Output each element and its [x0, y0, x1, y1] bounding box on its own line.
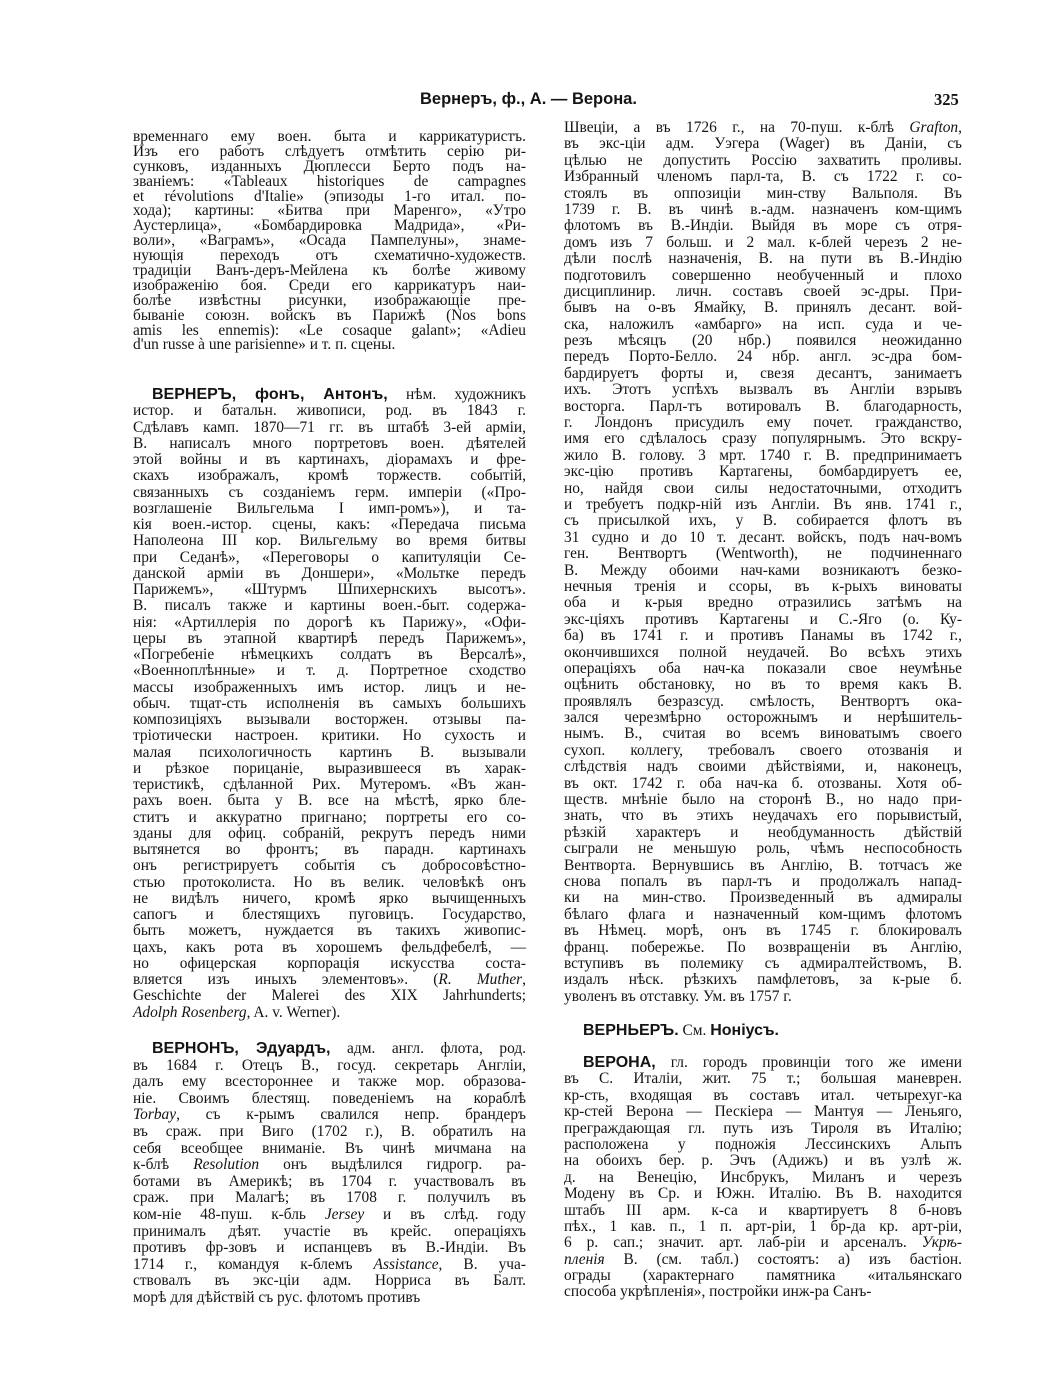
text-line: жило В. голову. 3 мрт. 1740 г. В. предпринимаетъ [564, 446, 962, 464]
headword: ВЕРНОНЪ, Эдуардъ, [152, 1040, 331, 1057]
text-line: франц. побережье. По возвращеніи въ Англію, [564, 938, 962, 956]
text-line: В. писалъ также и картины воен.-быт. содержа- [133, 597, 526, 615]
text-line: стоялъ въ оппозиціи мин-ству Вальполя. Въ [564, 184, 962, 202]
article-continuation-werner-f-a [133, 130, 526, 353]
text-line: окончившихся полной неудачей. Во всѣхъ этихъ [564, 643, 962, 661]
text-line: пленія В. (см. табл.) состоятъ: а) изъ бастіон. [564, 1250, 962, 1268]
italic-term: Adolph Rosenberg [133, 1003, 247, 1021]
text-line: издалъ нѣск. рѣзкихъ памфлетовъ, за к-рые б. [564, 971, 962, 989]
text-line: домъ изъ 7 больш. и 2 мал. к-блей черезъ 2 не- [564, 233, 962, 251]
text-line: въ 1684 г. Отецъ В., госуд. секретарь Англіи, [133, 1056, 526, 1074]
text-line: въ Нѣмец. морѣ, онъ въ 1745 г. блокировалъ [564, 922, 962, 940]
text-line: операціяхъ оба нач-ка показали свое неумѣнье [564, 659, 962, 677]
text-line: временнаго ему воен. быта и каррикатуристъ. [133, 128, 526, 145]
text-line: но офицерская корпорація искусства соста- [133, 954, 526, 972]
text-line: нечныя тренія и ссоры, въ к-рыхъ виноваты [564, 577, 962, 595]
text-line: ки на мин-ство. Произведенный въ адмиралы [564, 889, 962, 907]
text-line: ніе. Своимъ блестящ. поведеніемъ на кораблѣ [133, 1089, 526, 1107]
text-line: стью протоколиста. Но въ велик. человѣкѣ онъ [133, 873, 526, 891]
text-line: ВЕРОНА, гл. городъ провинціи того же имени [583, 1054, 962, 1071]
text-line: Torbay, съ к-рымъ свалился непр. брандеръ [133, 1106, 526, 1124]
text-line: слѣдствія надъ своими дѣйствіями, и, наконецъ, [564, 758, 962, 776]
text-line: снова попалъ въ парл-тъ и продолжалъ напад- [564, 872, 962, 890]
text-line: церы въ этапной квартирѣ передъ Парижемъ», [133, 629, 526, 647]
text-line: традиціи Ванъ-деръ-Мейлена къ болѣе живому [133, 262, 526, 280]
italic-term: Jersey [324, 1205, 365, 1223]
text-line: передъ Порто-Белло. 24 нбр. англ. эс-дра бом- [564, 348, 962, 366]
text-line: въ С. Италіи, жит. 75 т.; большая маневрен. [564, 1070, 962, 1088]
text-line: способа укрѣпленія», постройки инж-ра Санъ- [564, 1283, 872, 1301]
text-line: Модену въ Ср. и Южн. Италію. Въ В. находится [564, 1185, 962, 1203]
text-line: ститъ и аккуратно пригнано; портреты его со- [133, 808, 526, 826]
running-title: Вернеръ, ф., А. — Верона. [420, 90, 637, 108]
text-line: сапогъ и блестящихъ пуговицъ. Государство, [133, 906, 526, 923]
text-line: данской арміи въ Доншери», «Мольтке передъ [133, 564, 526, 582]
article-verona [564, 1055, 962, 1301]
text-line: знать, что въ этихъ неудачахъ его порывистый, [564, 807, 962, 825]
text-line: въ сраж. при Виго (1702 г.), В. обратилъ на [133, 1122, 526, 1140]
text-line: на обоихъ бер. р. Эчъ (Адижъ) и въ узлѣ ж. [564, 1152, 962, 1170]
text-line: В. написалъ много портретовъ воен. дѣятелей [133, 434, 526, 452]
text-line: ограды (характернаго памятника «итальянскаго [564, 1267, 962, 1285]
text-line: не видѣлъ ничего, кромѣ ярко вычищенныхъ [133, 889, 526, 907]
text-line: восторга. Парл-тъ вотировалъ В. благодарность, [564, 397, 962, 415]
text-line: 1714 г., командуя к-блемъ Assistance, В. уча- [133, 1255, 526, 1273]
text-line: Adolph Rosenberg, A. v. Werner). [133, 1003, 341, 1021]
text-line: воли», «Ваграмъ», «Осада Пампелуны», знаме- [133, 232, 526, 250]
text-line: при Седанѣ», «Переговоры о капитуляціи Се- [133, 548, 526, 566]
text-line: бываніе союзн. войскъ въ Парижѣ (Nos bons [133, 306, 526, 324]
text-line: «Погребеніе нѣмецкихъ солдатъ въ Версалѣ», [133, 646, 526, 663]
text-line: принималъ дѣят. участіе въ крейс. операціяхъ [133, 1222, 526, 1240]
text-line: В. Между обоими нач-ками возникаютъ безко- [564, 561, 962, 579]
text-line: Geschichte der Malerei des XIX Jahrhunderts; [133, 987, 526, 1005]
text-line: въ экс-ціи адм. Уэгера (Wager) въ Даніи, съ [564, 135, 962, 153]
text-line: ска, наложилъ «амбарго» на исп. суда и че- [564, 315, 962, 333]
italic-term: Resolution [193, 1156, 260, 1174]
text-line: к-блѣ Resolution онъ выдѣлился гидрогр. ра- [133, 1156, 526, 1174]
text-line: Избранный членомъ парл-та, В. съ 1722 г. со- [564, 168, 962, 186]
running-header [0, 90, 1050, 112]
text-line: онъ регистрируетъ событія съ добросовѣстно- [133, 857, 526, 875]
text-line: сраж. при Малагѣ; въ 1708 г. получилъ въ [133, 1189, 526, 1207]
text-line: и рѣзкое порицаніе, выразившееся въ харак- [133, 759, 526, 777]
article-vernon-continuation [564, 120, 962, 1005]
text-line: болѣе извѣстны рисунки, изображающіе пре- [133, 291, 526, 309]
text-line: вляется изъ иныхъ элементовъ». (R. Muther, [133, 971, 527, 988]
text-line: сыграли не меньшую роль, чѣмъ неспособность [564, 840, 962, 858]
text-line: оцѣнить обстановку, но въ то время какъ В. [564, 676, 962, 694]
headword: ВЕРОНА, [583, 1054, 656, 1071]
text-line: нія: «Артиллерія по дорогѣ къ Парижу», «Офи- [133, 613, 526, 631]
page-number: 325 [934, 90, 959, 109]
text-line: но, найдя свои силы недостаточными, отходитъ [564, 479, 962, 497]
text-line: «Военноплѣнные» и т. д. Портретное сходство [133, 662, 526, 680]
text-line: кр-стей Верона — Пескіера — Мантуя — Леньяго, [564, 1103, 962, 1121]
text-line: званіемъ: «Tableaux historiques de campagnes [133, 172, 526, 190]
text-line: Вентворта. Вернувшись въ Англію, В. тотчасъ же [564, 856, 962, 874]
text-line: и требуетъ подкр-ній изъ Англіи. Въ янв. 1741 г., [564, 495, 962, 513]
text-line: сунковъ, изданныхъ Дюплесси Берто подъ на- [133, 157, 526, 175]
text-line: вступивъ въ полемику съ адмиралтействомъ, В. [564, 954, 962, 972]
italic-term: Assistance [373, 1255, 439, 1273]
text-line: уволенъ въ отставку. Ум. въ 1757 г. [564, 987, 792, 1005]
text-line: морѣ для дѣйствій съ рус. флотомъ противъ [133, 1288, 421, 1306]
text-line: штабъ III арм. к-са и квартируетъ 8 б-новъ [564, 1201, 962, 1219]
italic-term: Grafton [909, 119, 959, 136]
text-line: расположена у подножія Лессинскихъ Альпъ [564, 1135, 962, 1153]
text-line: быть можетъ, нуждается въ такихъ живопис- [133, 922, 526, 940]
text-line: оба и к-рыя вредно отразились затѣмъ на [564, 594, 962, 612]
text-line: цѣлью не допустить Россію захватить проливы. [564, 151, 962, 169]
text-line: дѣли послѣ назначенія, В. на пути въ В.-Индію [564, 250, 962, 268]
text-line: композиціяхъ вызывали восторжен. отзывы па- [133, 711, 526, 728]
text-line: съ присылкой ихъ, у В. собирается флотъ въ [564, 512, 962, 530]
text-line: рѣзкій характеръ и необдуманность дѣйствій [564, 823, 962, 841]
text-line: ком-ніе 48-пуш. к-бль Jersey и въ слѣд. году [133, 1205, 526, 1223]
text-line: имя его сдѣлалось сразу популярнымъ. Это вскру- [564, 430, 962, 448]
text-line: истор. и батальн. живописи, род. въ 1843 г. [133, 402, 526, 420]
text-line: ба) въ 1741 г. и противъ Панамы въ 1742 г., [564, 627, 962, 645]
text-line: массы изображенныхъ имъ истор. лицъ и не- [133, 678, 526, 696]
italic-term: пленія [564, 1250, 605, 1268]
text-line: вытянется во фронтъ; въ парадн. картинахъ [133, 841, 526, 858]
text-line: возглашеніе Вильгельма I имп-ромъ»), и та- [133, 499, 526, 517]
headword: ВЕРНЕРЪ, фонъ, Антонъ, [152, 386, 388, 403]
text-line: тріотически настроен. критики. Но сухость и [133, 727, 526, 745]
text-line: ВЕРНОНЪ, Эдуардъ, адм. англ. флота, род. [152, 1040, 527, 1057]
text-line: кр-сть, входящая въ составъ итал. четырехуг-ка [564, 1086, 962, 1104]
text-line: ВЕРНЬЕРЪ. См. Ноніусъ. [583, 1022, 779, 1039]
text-line: проявлялъ безразсуд. смѣлость, Вентвортъ ока- [564, 692, 962, 710]
text-line: экс-ціяхъ противъ Картагены и С.-Яго (о. Ку- [564, 610, 962, 628]
text-line: бардируетъ форты и, свезя десантъ, занимаетъ [564, 364, 962, 382]
text-line: обыч. тщат-сть исполненія въ самыхъ большихъ [133, 694, 526, 712]
text-line: 6 р. сап.; значит. арт. лаб-ріи и арсеналъ. Укрѣ- [564, 1234, 962, 1252]
text-line: Наполеона III кор. Вильгельму во время битвы [133, 532, 526, 550]
text-line: этой войны и въ картинахъ, діорамахъ и фре- [133, 451, 526, 468]
text-line: флотомъ въ В.-Индіи. Выйдя въ море съ отря- [564, 217, 962, 235]
text-line: бывъ на о-въ Ямайку, В. принялъ десант. вой- [564, 299, 962, 317]
headword: Ноніусъ. [710, 1022, 779, 1039]
text-line: преграждающая гл. путь изъ Тироля въ Италію; [564, 1119, 962, 1137]
text-line: зался черезмѣрно осторожнымъ и нерѣшитель- [564, 709, 962, 727]
text-line: въ окт. 1742 г. оба нач-ка б. отозваны. Хотя об- [564, 774, 962, 792]
italic-term: Torbay [133, 1106, 177, 1124]
text-line: связанныхъ съ созданіемъ герм. имперіи («Про- [133, 483, 526, 501]
text-line: экс-цію противъ Картагены, бомбардируетъ ее, [564, 463, 962, 481]
text-line: далъ ему всестороннее и также мор. образова- [133, 1073, 526, 1091]
text-line: бѣлаго флага и назначенный ком-щимъ флотомъ [564, 905, 962, 923]
text-line: изображенію боя. Среди его каррикатуръ наи- [133, 276, 526, 294]
text-line: ихъ. Этотъ успѣхъ вызвалъ въ Англіи взрывъ [564, 381, 962, 399]
italic-term: Укрѣ- [921, 1234, 962, 1252]
text-line: нующія переходъ отъ схематично-художеств. [133, 247, 526, 265]
text-line: противъ фр-зовъ и испанцевъ въ В.-Индіи. Въ [133, 1239, 526, 1257]
text-line: д. на Венецію, Инсбрукъ, Миланъ и черезъ [564, 1168, 962, 1186]
text-line: Изъ его работъ слѣдуетъ отмѣтить серію ри- [133, 142, 526, 160]
text-line: Аустерлица», «Бомбардировка Мадрида», «Ри- [133, 217, 526, 235]
text-line: amis les ennemis): «Le cosaque galant»; «Adieu [133, 321, 526, 339]
text-line: хода); картины: «Битва при Маренго», «Утро [133, 202, 526, 220]
text-line: зданы для офиц. собраній, рекрутъ передъ ними [133, 824, 526, 842]
text-line: Сдѣлавъ камп. 1870—71 гг. въ штабѣ 3-ей арміи, [133, 418, 526, 436]
text-line: резъ мѣсяцъ (20 нбр.) появился неожиданно [564, 332, 962, 350]
article-vernon-edward [133, 1041, 526, 1307]
text-line: 31 судно и до 10 т. десант. войскъ, подъ нач-вомъ [564, 528, 962, 546]
text-line: ствовалъ въ экс-ціи адм. Норриса въ Балт. [133, 1272, 526, 1290]
text-line: цахъ, какъ рота въ хорошемъ фельдфебелѣ, — [133, 938, 526, 956]
article-werner-anton [133, 387, 526, 1021]
text-line: Швеціи, а въ 1726 г., на 70-пуш. к-блѣ Grafton, [564, 119, 962, 136]
text-line: ген. Вентвортъ (Wentworth), не подчиненнаго [564, 545, 962, 563]
italic-term: R. Muther [438, 971, 523, 988]
text-line: дисциплинир. личн. составъ своей эс-дры. При- [564, 282, 962, 300]
text-line: ВЕРНЕРЪ, фонъ, Антонъ, нѣм. художникъ [152, 386, 526, 403]
text-line: г. Лондонъ присудилъ ему почет. гражданство, [564, 414, 962, 432]
text-line: 1739 г. В. въ чинѣ в.-адм. назначенъ ком-щимъ [564, 200, 962, 218]
text-line: подготовилъ совершенно необученный и плохо [564, 266, 962, 284]
article-vernier-crossref [564, 1022, 962, 1040]
text-line: теристикѣ, сдѣланной Рих. Мутеромъ. «Въ жан- [133, 776, 526, 793]
text-line: Парижемъ», «Штурмъ Шпихернскихъ высотъ». [133, 581, 526, 598]
text-line: ботами въ Америкѣ; въ 1704 г. участвовалъ въ [133, 1172, 526, 1190]
text-line: d'un russe à une parisienne» и т. п. сцены. [133, 336, 396, 354]
text-line: нымъ. В., считая во всемъ виноватымъ своего [564, 725, 962, 743]
text-line: скахъ изображалъ, кромѣ торжеств. событій, [133, 467, 526, 485]
text-line: малая психологичность картинъ В. вызывали [133, 743, 526, 761]
text-line: пѣх., 1 кав. п., 1 п. арт-ріи, 1 бр-да кр. арт-ріи, [564, 1217, 962, 1235]
text-line: сухоп. коллегу, требовалъ своего отозванія и [564, 741, 962, 759]
text-line: кія воен.-истор. сцены, какъ: «Передача письма [133, 516, 526, 533]
text-line: ществ. мнѣніе было на сторонѣ В., но надо при- [564, 791, 962, 809]
text-line: рахъ воен. быта у В. все на мѣстѣ, ярко бле- [133, 792, 526, 810]
text-line: себя всеобщее вниманіе. Въ чинѣ мичмана на [133, 1139, 526, 1157]
headword: ВЕРНЬЕРЪ. [583, 1022, 679, 1039]
text-line: et révolutions d'Italie» (эпизоды 1-го итал. по- [133, 187, 526, 205]
